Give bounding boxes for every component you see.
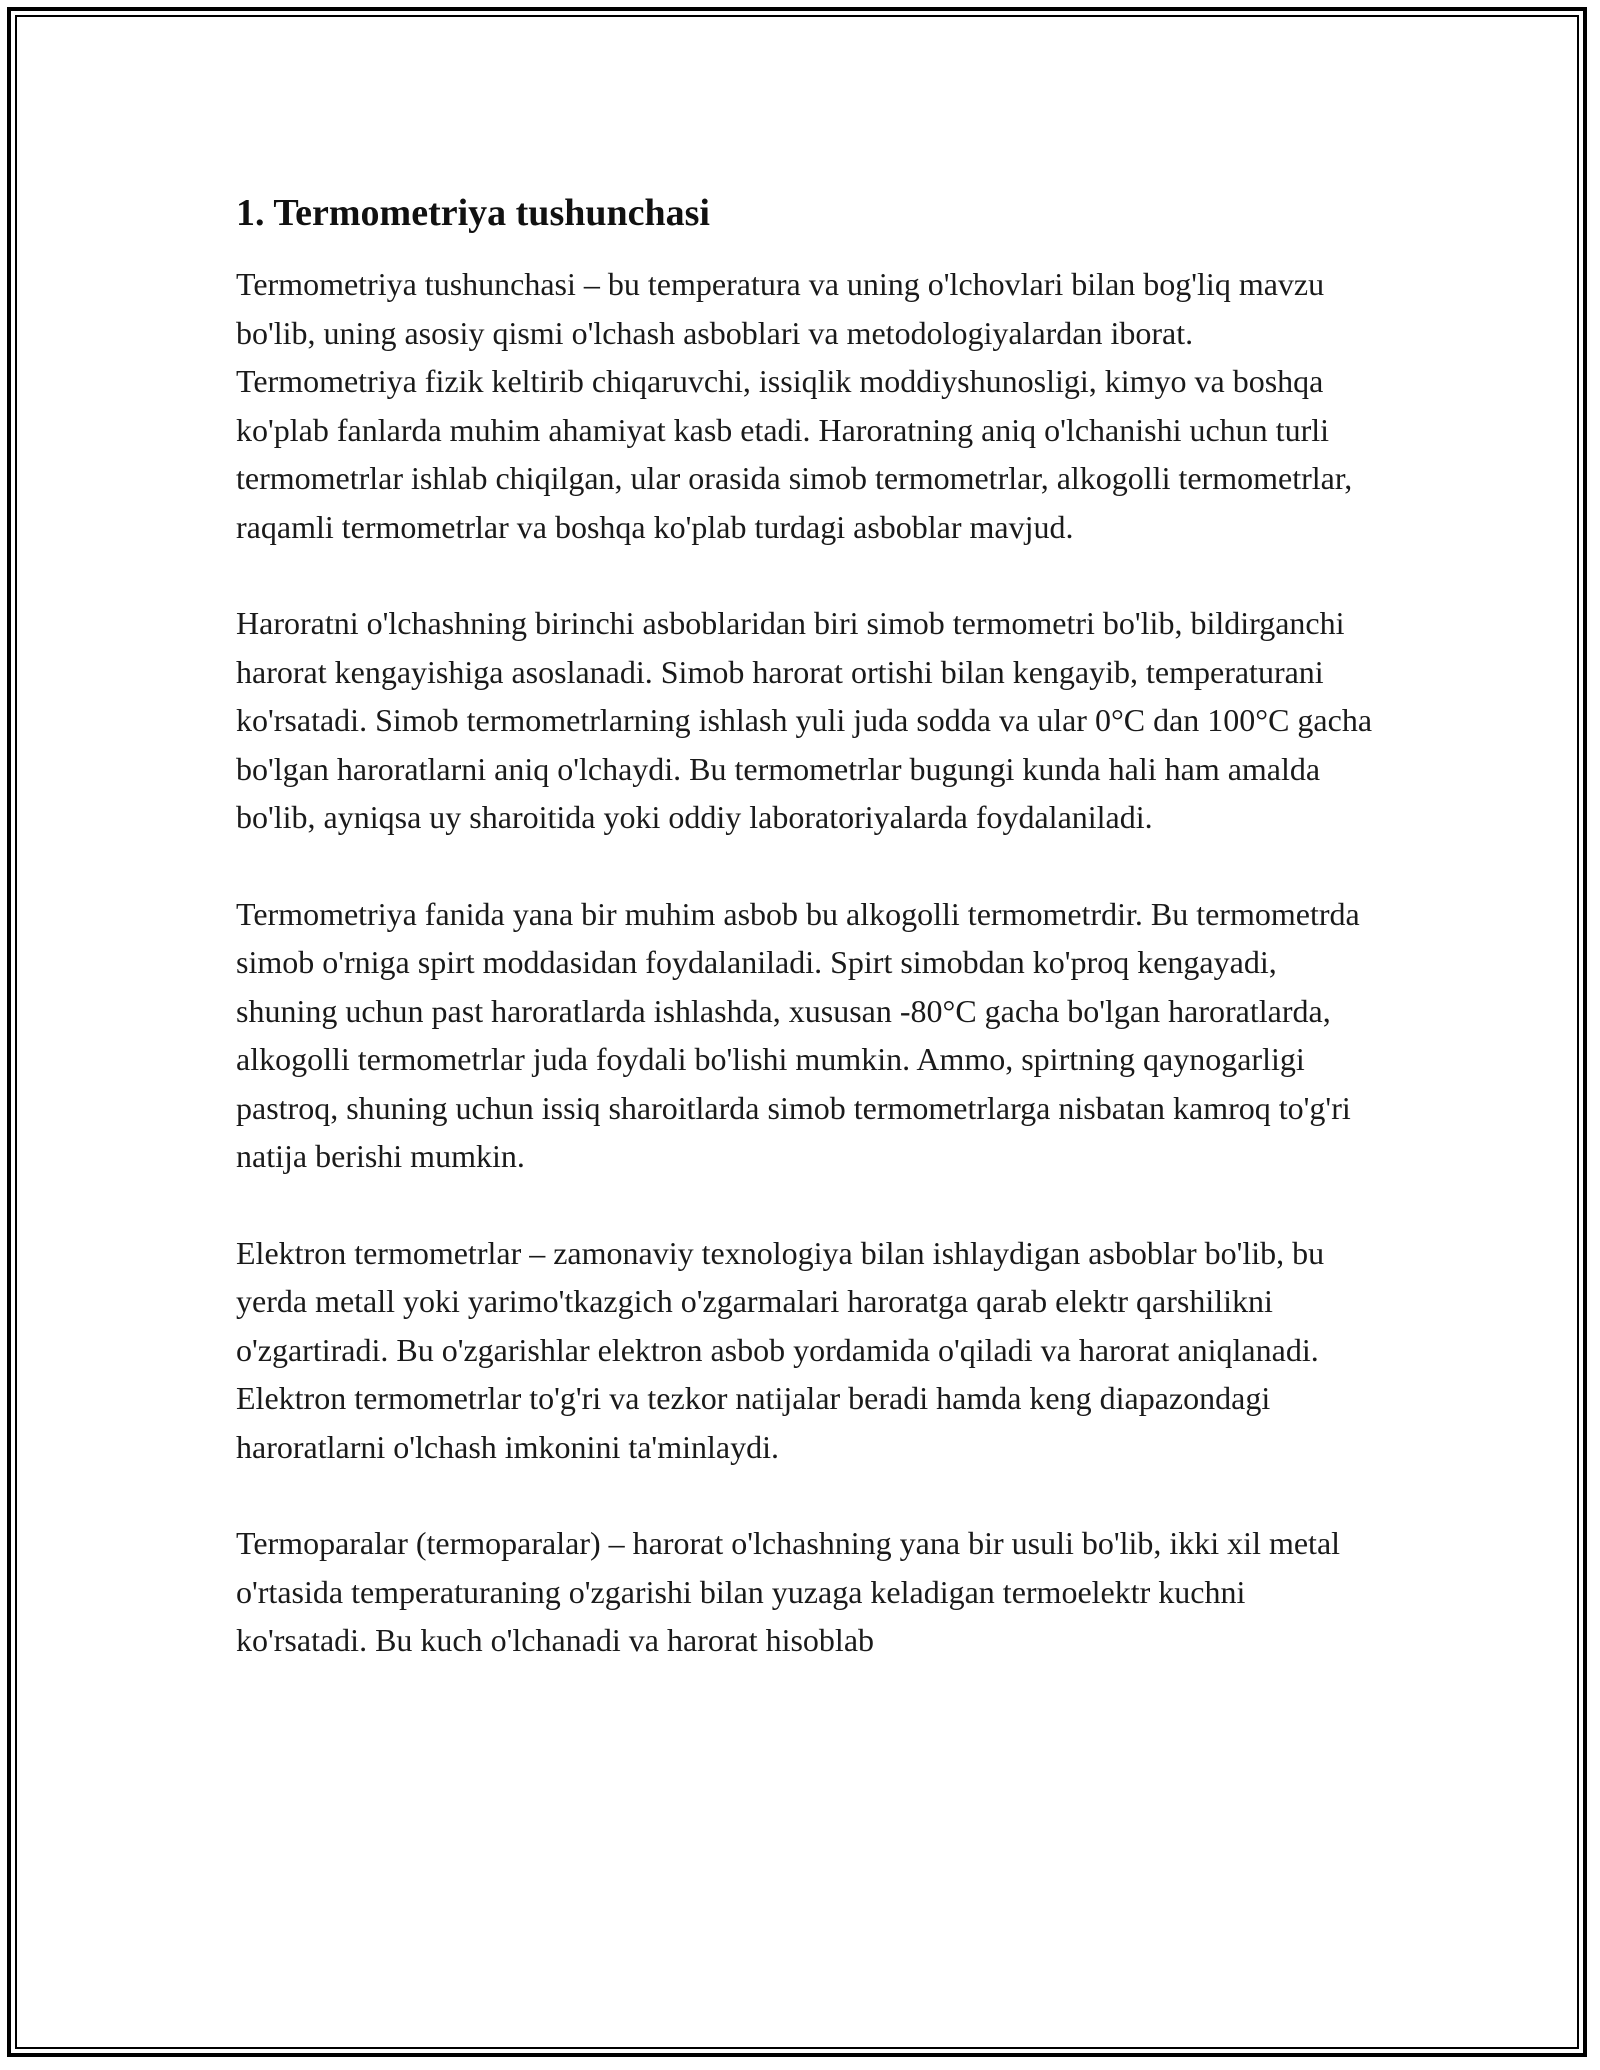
paragraph-intro: Termometriya tushunchasi – bu temperatura va uning o'lchovlari bilan bog'liq mavzu bo'lib, uning asosiy qismi o'lchash asboblari va metodologiyalardan iborat. Termometriya fizik keltirib chiqaruvchi, issiqlik moddiyshunosligi, kimyo va boshqa ko'plab fanlarda muhim ahamiyat kasb etadi. Haroratning aniq o'lchanishi uchun turli termometrlar ishlab chiqilgan, ular orasida simob termometrlar, alkogolli termometrlar, raqamli termometrlar va boshqa ko'plab turdagi asboblar mavjud. [236, 266, 1353, 545]
paragraph-mercury-thermometer: Haroratni o'lchashning birinchi asboblaridan biri simob termometri bo'lib, bildirganchi harorat kengayishiga asoslanadi. Simob harorat ortishi bilan kengayib, temperaturani ko'rsatadi. Simob termometrlarning ishlash yuli juda sodda va ular 0°C dan 100°C gacha bo'lgan haroratlarni aniq o'lchaydi. Bu termometrlar bugungi kunda hali ham amalda bo'lib, ayniqsa uy sharoitida yoki oddiy laboratoriyalarda foydalaniladi. [236, 605, 1373, 835]
paragraph-electronic-thermometer: Elektron termometrlar – zamonaviy texnologiya bilan ishlaydigan asboblar bo'lib, bu yerda metall yoki yarimo'tkazgich o'zgarmalari haroratga qarab elektr qarshilikni o'zgartiradi. Bu o'zgarishlar elektron asbob yordamida o'qiladi va harorat aniqlanadi. Elektron termometrlar to'g'ri va tezkor natijalar beradi hamda keng diapazondagi haroratlarni o'lchash imkonini ta'minlaydi. [236, 1234, 1325, 1465]
paragraph-thermocouple: Termoparalar (termoparalar) – harorat o'lchashning yana bir usuli bo'lib, ikki xil metal o'rtasida temperaturaning o'zgarishi bilan yuzaga keladigan termoelektr kuchni ko'rsatadi. Bu kuch o'lchanadi va harorat hisoblab [236, 1525, 1341, 1658]
paragraph-alcohol-thermometer: Termometriya fanida yana bir muhim asbob bu alkogolli termometrdir. Bu termometrda simob o'rniga spirt moddasidan foydalaniladi. Spirt simobdan ko'proq kengayadi, shuning uchun past haroratlarda ishlashda, xususan -80°C gacha bo'lgan haroratlarda, alkogolli termometrlar juda foydali bo'lishi mumkin. Ammo, spirtning qaynogarligi pastroq, shuning uchun issiq sharoitlarda simob termometrlarga nisbatan kamroq to'g'ri natija berishi mumkin. [236, 895, 1360, 1174]
section-heading: 1. Termometriya tushunchasi [236, 192, 710, 234]
document-body [236, 188, 1376, 1665]
